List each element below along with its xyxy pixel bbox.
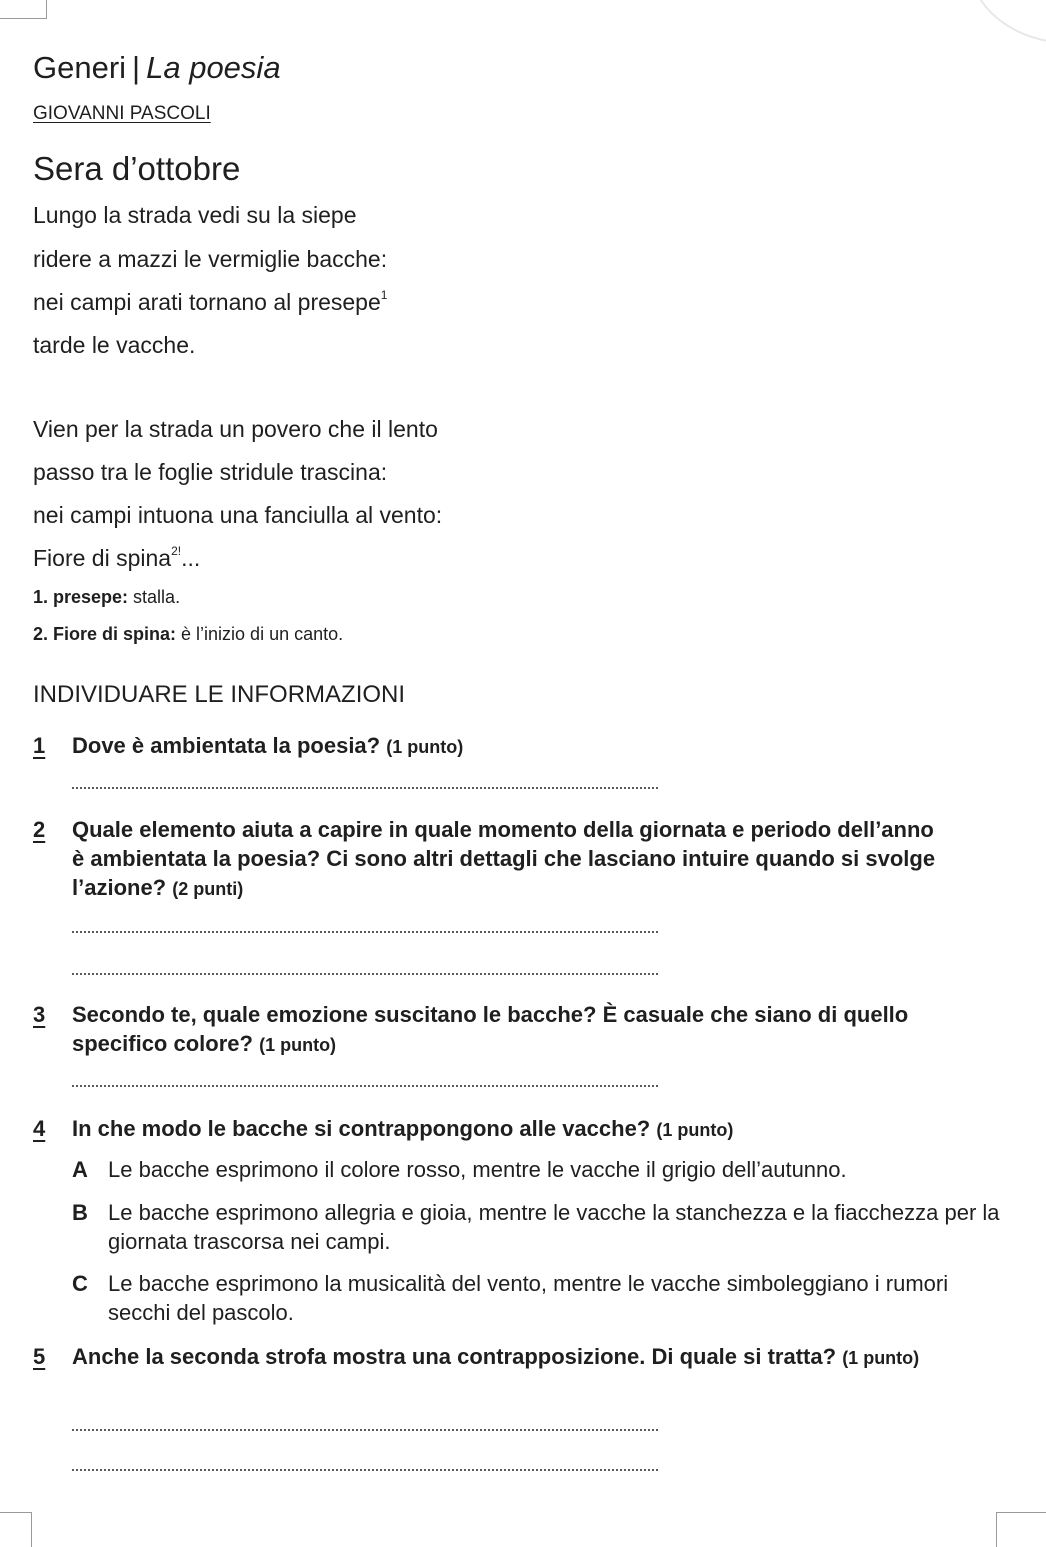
- question-number: 2: [33, 817, 46, 842]
- verse-line: passo tra le foglie stridule trascina:: [33, 459, 388, 485]
- verse-line: tarde le vacche.: [33, 332, 196, 358]
- verse-line: Fiore di spina$^{2!}$...: [33, 544, 201, 571]
- answer-line[interactable]: [72, 973, 658, 975]
- header-prefix: Generi: [33, 50, 127, 85]
- answer-line[interactable]: [72, 1085, 658, 1087]
- verse-line: Vien per la strada un povero che il lento: [33, 416, 438, 442]
- header-separator: |: [132, 50, 141, 85]
- option-letter: A: [72, 1157, 88, 1182]
- verse-line: ridere a mazzi le vermiglie bacche:: [33, 246, 388, 272]
- question-number: 4: [33, 1116, 46, 1141]
- footnote-ref: 1: [380, 288, 388, 302]
- question-3: 3 Secondo te, quale emozione suscitano le bacche? È casuale che siano di quello specifico colore? (1 punto): [33, 1002, 909, 1056]
- author-name: GIOVANNI PASCOLI: [33, 103, 211, 124]
- answer-option-a[interactable]: [72, 1155, 1002, 1184]
- section-title: INDIVIDUARE LE INFORMAZIONI: [33, 681, 406, 708]
- footnote-ref: 2!: [171, 544, 182, 558]
- option-text: Le bacche esprimono la musicalità del vento, mentre le vacche simboleggiano i rumori secchi del pascolo.: [108, 1271, 949, 1325]
- page-header: [33, 50, 281, 86]
- question-number: 5: [33, 1344, 46, 1369]
- crop-mark-top-left: [0, 0, 47, 19]
- answer-line[interactable]: [72, 931, 658, 933]
- verse-line: nei campi intuona una fanciulla al vento:: [33, 502, 443, 528]
- option-letter: C: [72, 1271, 88, 1296]
- option-text: Le bacche esprimono il colore rosso, mentre le vacche il grigio dell’autunno.: [108, 1157, 847, 1182]
- crop-mark-bottom-left: [0, 1512, 32, 1547]
- option-letter: B: [72, 1200, 88, 1225]
- verse-line: Lungo la strada vedi su la siepe: [33, 202, 357, 228]
- question-4: 4 In che modo le bacche si contrappongono alle vacche? (1 punto): [33, 1116, 734, 1141]
- answer-option-b[interactable]: [72, 1198, 1002, 1256]
- crop-mark-bottom-right: [996, 1512, 1046, 1547]
- answer-option-c[interactable]: [72, 1269, 1002, 1327]
- question-number: 3: [33, 1002, 46, 1027]
- question-5: 5 Anche la seconda strofa mostra una contrapposizione. Di quale si tratta? (1 punto): [33, 1344, 920, 1369]
- question-1: 1 Dove è ambientata la poesia? (1 punto): [33, 733, 464, 758]
- question-number: 1: [33, 733, 46, 758]
- footnote: 2. Fiore di spina: è l’inizio di un canto.: [33, 624, 344, 644]
- page-curl-shadow: [968, 0, 1046, 44]
- option-text: Le bacche esprimono allegria e gioia, mentre le vacche la stanchezza e la fiacchezza per la giornata trascorsa nei campi.: [108, 1200, 1000, 1254]
- answer-line[interactable]: [72, 787, 658, 789]
- verse-line: nei campi arati tornano al presepe$^1$: [33, 288, 388, 315]
- poem-title: Sera d’ottobre: [33, 150, 241, 187]
- footnote: 1. presepe: stalla.: [33, 587, 181, 607]
- question-2: 2 Quale elemento aiuta a capire in quale momento della giornata e periodo dell’anno è ambientata la poesia? Ci sono altri dettagli che lasciano intuire quando si svolge l’azione? (2 punti): [33, 817, 936, 900]
- answer-line[interactable]: [72, 1429, 658, 1431]
- answer-line[interactable]: [72, 1469, 658, 1471]
- header-section: La poesia: [146, 50, 281, 85]
